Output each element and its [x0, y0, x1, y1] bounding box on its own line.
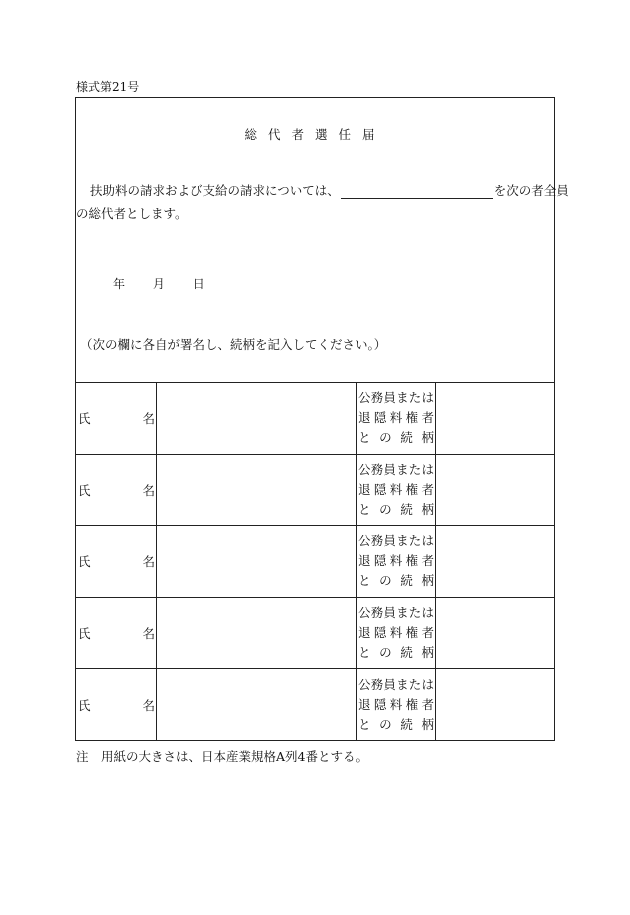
relation-label-line: 公 務 員 ま た は [358, 390, 434, 406]
name-label-first: 氏 [78, 626, 91, 642]
name-field[interactable] [157, 597, 357, 669]
body-line-1-after: を次の者全員 [493, 183, 569, 198]
name-label-cell [76, 526, 157, 598]
name-label-cell [76, 597, 157, 669]
name-field[interactable] [157, 526, 357, 598]
date-day: 日 [192, 277, 205, 291]
signature-row [76, 383, 555, 455]
relation-label-cell [357, 454, 436, 526]
relation-field[interactable] [436, 383, 555, 455]
date-month: 月 [152, 277, 165, 291]
name-field[interactable] [157, 669, 357, 741]
name-label-second: 名 [142, 697, 155, 713]
relation-label-line: 公 務 員 ま た は [358, 676, 434, 692]
name-label-first: 氏 [78, 697, 91, 713]
name-field[interactable] [157, 383, 357, 455]
signature-row [76, 597, 555, 669]
name-label [76, 481, 156, 499]
relation-label [357, 388, 435, 448]
relation-label [357, 460, 435, 520]
relation-label [357, 531, 435, 591]
relation-field[interactable] [436, 454, 555, 526]
name-label [76, 409, 156, 427]
name-field[interactable] [157, 454, 357, 526]
relation-field[interactable] [436, 526, 555, 598]
name-label-second: 名 [142, 411, 155, 427]
date-line [113, 276, 205, 292]
paper-size-note: 注 用紙の大きさは、日本産業規格A列4番とする。 [76, 749, 368, 764]
signature-row [76, 669, 555, 741]
name-label [76, 552, 156, 570]
name-label-cell [76, 669, 157, 741]
relation-label-line: 退 隠 料 権 者 [358, 553, 434, 569]
relation-label-line: 退 隠 料 権 者 [358, 481, 434, 497]
name-label [76, 624, 156, 642]
relation-field[interactable] [436, 597, 555, 669]
relation-label-line: 退 隠 料 権 者 [358, 410, 434, 426]
name-label-cell [76, 383, 157, 455]
name-label-second: 名 [142, 482, 155, 498]
relation-label-cell [357, 669, 436, 741]
relation-label-line: 退 隠 料 権 者 [358, 696, 434, 712]
representative-blank[interactable] [341, 186, 493, 199]
form-title: 総代者選任届 [244, 127, 386, 142]
name-label-first: 氏 [78, 482, 91, 498]
relation-label-line: 公 務 員 ま た は [358, 605, 434, 621]
name-label [76, 696, 156, 714]
relation-label-line: と の 続 柄 [358, 573, 434, 589]
signature-row [76, 454, 555, 526]
relation-label [357, 675, 435, 735]
relation-label-line: と の 続 柄 [358, 430, 434, 446]
relation-label-cell [357, 526, 436, 598]
relation-label-line: と の 続 柄 [358, 501, 434, 517]
relation-label-line: 公 務 員 ま た は [358, 533, 434, 549]
name-label-first: 氏 [78, 554, 91, 570]
relation-label-line: 退 隠 料 権 者 [358, 625, 434, 641]
name-label-second: 名 [142, 626, 155, 642]
relation-label-cell [357, 383, 436, 455]
relation-label-line: 公 務 員 ま た は [358, 461, 434, 477]
name-label-second: 名 [142, 554, 155, 570]
relation-label-cell [357, 597, 436, 669]
signature-row [76, 526, 555, 598]
form-number: 様式第21号 [76, 80, 140, 94]
body-line-1-before: 扶助料の請求および支給の請求については、 [90, 183, 340, 198]
relation-label [357, 603, 435, 663]
instruction-text: （次の欄に各自が署名し、続柄を記入してください。） [80, 337, 387, 352]
relation-field[interactable] [436, 669, 555, 741]
name-label-first: 氏 [78, 411, 91, 427]
relation-label-line: と の 続 柄 [358, 716, 434, 732]
name-label-cell [76, 454, 157, 526]
body-line-2: の総代者とします。 [76, 206, 188, 221]
body-line-1 [90, 183, 569, 199]
signature-table [75, 382, 555, 741]
relation-label-line: と の 続 柄 [358, 645, 434, 661]
date-year: 年 [113, 277, 126, 291]
